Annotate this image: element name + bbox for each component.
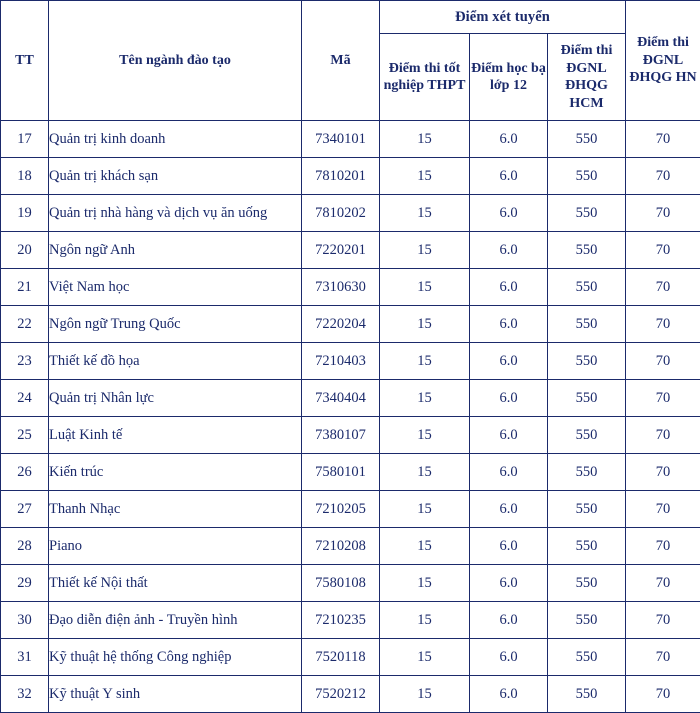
cell-code: 7220204 <box>302 306 380 343</box>
cell-name: Việt Nam học <box>49 269 302 306</box>
cell-thpt: 15 <box>380 343 470 380</box>
table-row <box>1 195 700 232</box>
cell-hocba: 6.0 <box>470 639 548 676</box>
column-header-code: Mã <box>302 1 380 121</box>
table-row <box>1 269 700 306</box>
column-header-dgnl-hcm: Điểm thi ĐGNL ĐHQG HCM <box>548 34 626 121</box>
table-row <box>1 639 700 676</box>
cell-hocba: 6.0 <box>470 565 548 602</box>
cell-dgnl-hn: 70 <box>626 306 700 343</box>
cell-dgnl-hcm: 550 <box>548 380 626 417</box>
cell-hocba: 6.0 <box>470 269 548 306</box>
cell-name: Ngôn ngữ Trung Quốc <box>49 306 302 343</box>
column-header-thpt: Điểm thi tốt nghiệp THPT <box>380 34 470 121</box>
column-header-tt: TT <box>1 1 49 121</box>
cell-dgnl-hn: 70 <box>626 158 700 195</box>
cell-name: Quản trị khách sạn <box>49 158 302 195</box>
cell-hocba: 6.0 <box>470 602 548 639</box>
cell-code: 7580108 <box>302 565 380 602</box>
cell-dgnl-hn: 70 <box>626 676 700 713</box>
cell-hocba: 6.0 <box>470 454 548 491</box>
table-row <box>1 232 700 269</box>
cell-hocba: 6.0 <box>470 343 548 380</box>
table-row <box>1 565 700 602</box>
cell-code: 7380107 <box>302 417 380 454</box>
column-header-hocba: Điểm học bạ lớp 12 <box>470 34 548 121</box>
cell-name: Đạo diễn điện ảnh - Truyền hình <box>49 602 302 639</box>
cell-thpt: 15 <box>380 306 470 343</box>
cell-tt: 32 <box>1 676 49 713</box>
table-row <box>1 158 700 195</box>
cell-thpt: 15 <box>380 158 470 195</box>
cell-thpt: 15 <box>380 602 470 639</box>
table-row <box>1 602 700 639</box>
cell-code: 7520212 <box>302 676 380 713</box>
cell-thpt: 15 <box>380 676 470 713</box>
cell-thpt: 15 <box>380 565 470 602</box>
cell-dgnl-hn: 70 <box>626 417 700 454</box>
cell-tt: 24 <box>1 380 49 417</box>
cell-hocba: 6.0 <box>470 380 548 417</box>
cell-name: Quản trị nhà hàng và dịch vụ ăn uống <box>49 195 302 232</box>
cell-dgnl-hcm: 550 <box>548 195 626 232</box>
cell-code: 7340404 <box>302 380 380 417</box>
table-row <box>1 528 700 565</box>
cell-name: Piano <box>49 528 302 565</box>
cell-tt: 20 <box>1 232 49 269</box>
cell-thpt: 15 <box>380 417 470 454</box>
cell-dgnl-hn: 70 <box>626 565 700 602</box>
cell-dgnl-hn: 70 <box>626 195 700 232</box>
cell-code: 7810202 <box>302 195 380 232</box>
cell-dgnl-hn: 70 <box>626 269 700 306</box>
column-header-dgnl-hn: Điểm thi ĐGNL ĐHQG HN <box>626 1 700 121</box>
cell-dgnl-hcm: 550 <box>548 639 626 676</box>
table-row <box>1 417 700 454</box>
cell-dgnl-hcm: 550 <box>548 269 626 306</box>
cell-dgnl-hcm: 550 <box>548 528 626 565</box>
cell-dgnl-hcm: 550 <box>548 565 626 602</box>
cell-code: 7310630 <box>302 269 380 306</box>
table-row <box>1 121 700 158</box>
cell-hocba: 6.0 <box>470 528 548 565</box>
cell-dgnl-hcm: 550 <box>548 158 626 195</box>
table-row <box>1 676 700 713</box>
cell-code: 7210205 <box>302 491 380 528</box>
cell-code: 7210403 <box>302 343 380 380</box>
cell-tt: 19 <box>1 195 49 232</box>
cell-hocba: 6.0 <box>470 232 548 269</box>
table-row <box>1 380 700 417</box>
cell-thpt: 15 <box>380 121 470 158</box>
cell-dgnl-hcm: 550 <box>548 232 626 269</box>
cell-tt: 29 <box>1 565 49 602</box>
cell-code: 7520118 <box>302 639 380 676</box>
cell-tt: 31 <box>1 639 49 676</box>
cell-name: Quản trị kinh doanh <box>49 121 302 158</box>
cell-dgnl-hcm: 550 <box>548 491 626 528</box>
cell-dgnl-hn: 70 <box>626 528 700 565</box>
cell-dgnl-hcm: 550 <box>548 602 626 639</box>
cell-thpt: 15 <box>380 491 470 528</box>
cell-thpt: 15 <box>380 195 470 232</box>
cell-dgnl-hn: 70 <box>626 602 700 639</box>
cell-dgnl-hcm: 550 <box>548 454 626 491</box>
cell-dgnl-hn: 70 <box>626 232 700 269</box>
cell-tt: 25 <box>1 417 49 454</box>
cell-code: 7810201 <box>302 158 380 195</box>
cell-thpt: 15 <box>380 380 470 417</box>
table-row <box>1 491 700 528</box>
cell-dgnl-hn: 70 <box>626 380 700 417</box>
cell-name: Ngôn ngữ Anh <box>49 232 302 269</box>
cell-tt: 26 <box>1 454 49 491</box>
cell-code: 7210208 <box>302 528 380 565</box>
cell-dgnl-hn: 70 <box>626 454 700 491</box>
cell-hocba: 6.0 <box>470 195 548 232</box>
table-row <box>1 454 700 491</box>
cell-hocba: 6.0 <box>470 306 548 343</box>
cell-dgnl-hcm: 550 <box>548 306 626 343</box>
cell-name: Thanh Nhạc <box>49 491 302 528</box>
cell-name: Kiến trúc <box>49 454 302 491</box>
cell-tt: 22 <box>1 306 49 343</box>
cell-code: 7580101 <box>302 454 380 491</box>
cell-hocba: 6.0 <box>470 491 548 528</box>
cell-tt: 28 <box>1 528 49 565</box>
cell-thpt: 15 <box>380 232 470 269</box>
cell-thpt: 15 <box>380 528 470 565</box>
cell-dgnl-hn: 70 <box>626 491 700 528</box>
cell-tt: 30 <box>1 602 49 639</box>
cell-dgnl-hn: 70 <box>626 639 700 676</box>
cell-tt: 21 <box>1 269 49 306</box>
table-row <box>1 343 700 380</box>
cell-dgnl-hcm: 550 <box>548 417 626 454</box>
cell-code: 7340101 <box>302 121 380 158</box>
cell-dgnl-hn: 70 <box>626 121 700 158</box>
table-header <box>1 1 700 121</box>
cell-dgnl-hcm: 550 <box>548 676 626 713</box>
cell-name: Quản trị Nhân lực <box>49 380 302 417</box>
cell-dgnl-hcm: 550 <box>548 343 626 380</box>
cell-hocba: 6.0 <box>470 121 548 158</box>
cell-code: 7210235 <box>302 602 380 639</box>
cell-tt: 23 <box>1 343 49 380</box>
cell-thpt: 15 <box>380 454 470 491</box>
cell-tt: 18 <box>1 158 49 195</box>
cell-tt: 17 <box>1 121 49 158</box>
cell-dgnl-hn: 70 <box>626 343 700 380</box>
cell-tt: 27 <box>1 491 49 528</box>
cell-name: Kỹ thuật hệ thống Công nghiệp <box>49 639 302 676</box>
cell-hocba: 6.0 <box>470 676 548 713</box>
cell-name: Thiết kế đồ họa <box>49 343 302 380</box>
table-body <box>1 121 700 713</box>
cell-name: Luật Kinh tế <box>49 417 302 454</box>
cell-name: Kỹ thuật Y sinh <box>49 676 302 713</box>
cell-dgnl-hcm: 550 <box>548 121 626 158</box>
column-header-name: Tên ngành đào tạo <box>49 1 302 121</box>
header-row-group <box>1 1 700 34</box>
cell-code: 7220201 <box>302 232 380 269</box>
cell-hocba: 6.0 <box>470 417 548 454</box>
cell-hocba: 6.0 <box>470 158 548 195</box>
cell-thpt: 15 <box>380 639 470 676</box>
table-row <box>1 306 700 343</box>
cell-thpt: 15 <box>380 269 470 306</box>
column-header-group-diem-xet-tuyen: Điểm xét tuyển <box>380 1 626 34</box>
cell-name: Thiết kế Nội thất <box>49 565 302 602</box>
